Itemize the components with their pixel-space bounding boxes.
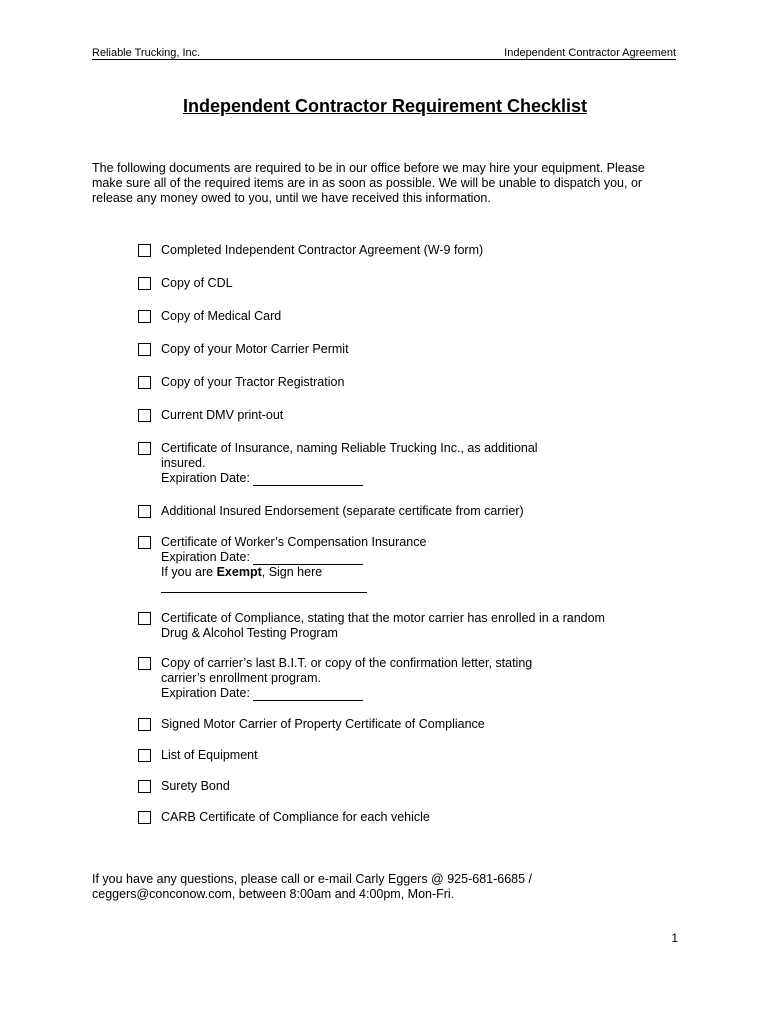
checklist-item-label: Copy of your Motor Carrier Permit	[161, 342, 349, 356]
expiration-date-field[interactable]	[253, 688, 363, 701]
exempt-row	[161, 565, 658, 580]
checklist-item-label: Certificate of Insurance, naming Reliable Trucking Inc., as additional insured.	[161, 441, 538, 470]
checklist-item-label: CARB Certificate of Compliance for each vehicle	[161, 810, 430, 824]
checklist-item-label: List of Equipment	[161, 748, 258, 762]
checklist-item-label: Certificate of Compliance, stating that the motor carrier has enrolled in a random Drug & Alcohol Testing Program	[161, 611, 605, 640]
checkbox[interactable]	[138, 409, 151, 422]
checkbox[interactable]	[138, 244, 151, 257]
page-title: Independent Contractor Requirement Checklist	[182, 96, 588, 116]
intro-paragraph: The following documents are required to be in our office before we may hire your equipment. Please make sure all of the required items are in as soon as possible. We will be unable to dispatch you, or release any money owed to you, until we have received this information.	[92, 161, 645, 205]
exempt-prefix: If you are	[161, 565, 217, 579]
checkbox[interactable]	[138, 343, 151, 356]
expiration-date-field[interactable]	[253, 473, 363, 486]
checkbox[interactable]	[138, 310, 151, 323]
checklist-item	[138, 748, 658, 763]
checklist-item	[138, 408, 658, 423]
checklist-item-label: Current DMV print-out	[161, 408, 284, 422]
checklist-item-label: Copy of CDL	[161, 276, 233, 290]
checklist-item	[138, 342, 658, 357]
page-number: 1	[671, 931, 678, 945]
checkbox[interactable]	[138, 536, 151, 549]
expiration-label: Expiration Date:	[161, 686, 250, 700]
expiration-date-field[interactable]	[253, 552, 363, 565]
checkbox[interactable]	[138, 376, 151, 389]
checklist-item	[138, 309, 658, 324]
checkbox[interactable]	[138, 442, 151, 455]
checklist-item	[138, 441, 538, 486]
checklist-item-label: Copy of your Tractor Registration	[161, 375, 345, 389]
checklist-item-label: Completed Independent Contractor Agreement (W-9 form)	[161, 243, 484, 257]
checklist-item-label: Additional Insured Endorsement (separate certificate from carrier)	[161, 504, 524, 518]
checkbox[interactable]	[138, 657, 151, 670]
checklist-item	[138, 276, 658, 291]
checklist-item-label: Copy of carrier’s last B.I.T. or copy of the confirmation letter, stating carrier’s enrollment program.	[161, 656, 533, 685]
checklist-item-label: Signed Motor Carrier of Property Certificate of Compliance	[161, 717, 485, 731]
checkbox[interactable]	[138, 277, 151, 290]
exempt-keyword: Exempt	[216, 565, 262, 579]
checklist-item-label: Copy of Medical Card	[161, 309, 282, 323]
checklist-item	[138, 717, 658, 732]
checkbox[interactable]	[138, 718, 151, 731]
checklist-item	[138, 611, 608, 641]
header-company-name: Reliable Trucking, Inc.	[92, 47, 201, 59]
checklist-item	[138, 779, 658, 794]
exempt-suffix: , Sign here	[261, 565, 323, 579]
expiration-row	[161, 550, 658, 565]
checkbox[interactable]	[138, 505, 151, 518]
checklist-item	[138, 810, 658, 825]
checklist-item	[138, 243, 658, 258]
checklist-item-label: Surety Bond	[161, 779, 230, 793]
header-divider	[92, 59, 676, 60]
checklist-item	[138, 535, 658, 593]
contact-paragraph: If you have any questions, please call or e-mail Carly Eggers @ 925-681-6685 / ceggers@conconow.com, between 8:00am and 4:00pm, Mon-Fri.	[92, 872, 533, 901]
checklist-item-label: Certificate of Worker’s Compensation Insurance	[161, 535, 427, 549]
signature-field[interactable]	[161, 580, 367, 593]
checklist-item	[138, 375, 658, 390]
checklist-item	[138, 504, 658, 519]
checkbox[interactable]	[138, 811, 151, 824]
checkbox[interactable]	[138, 780, 151, 793]
checkbox[interactable]	[138, 749, 151, 762]
checkbox[interactable]	[138, 612, 151, 625]
expiration-row	[161, 686, 578, 701]
expiration-label: Expiration Date:	[161, 471, 250, 485]
header-document-name: Independent Contractor Agreement	[504, 47, 676, 59]
expiration-row	[161, 471, 538, 486]
expiration-label: Expiration Date:	[161, 550, 250, 564]
checklist-item	[138, 656, 578, 701]
